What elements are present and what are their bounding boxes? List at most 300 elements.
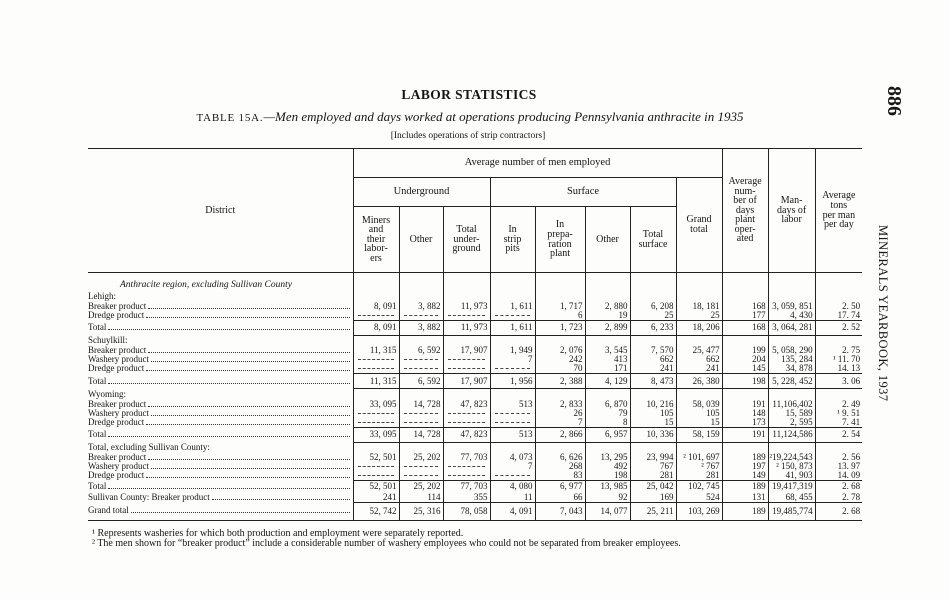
table-cell: 52, 501 — [353, 481, 399, 493]
row-label-text: Lehigh: — [88, 290, 116, 301]
dot-leader — [108, 383, 349, 384]
empty-cell-leader — [495, 315, 530, 316]
table-cell — [722, 389, 768, 400]
table-cell: 7. 41 — [815, 418, 862, 428]
table-cell: 11, 315 — [353, 374, 399, 389]
dot-leader — [148, 459, 349, 460]
table-cell: 1, 723 — [535, 320, 585, 335]
table-cell — [815, 442, 862, 453]
dot-leader — [108, 488, 349, 489]
table-cell: 11, 973 — [443, 302, 490, 311]
section-heading: Anthracite region, excluding Sullivan County — [88, 280, 353, 291]
table-cell — [815, 389, 862, 400]
row-label — [88, 400, 353, 409]
column-header-surface-other: Other — [585, 207, 630, 273]
spacer-cell — [399, 273, 443, 280]
table-cell — [443, 471, 490, 481]
table-cell — [585, 389, 630, 400]
spacer-cell — [443, 273, 490, 280]
table-cell: 3, 882 — [399, 302, 443, 311]
row-label-wrapper — [88, 506, 353, 515]
column-header-miners: Miners and their labor- ers — [353, 207, 399, 273]
column-group-surface: Surface — [490, 178, 676, 207]
table-cell: 199 — [722, 346, 768, 355]
table-cell: 11 — [490, 493, 535, 503]
table-cell: 1, 717 — [535, 302, 585, 311]
table-cell: 8, 091 — [353, 320, 399, 335]
table-header — [88, 149, 862, 273]
table-cell: 1, 949 — [490, 346, 535, 355]
table-cell — [585, 335, 630, 346]
table-cell — [676, 389, 722, 400]
row-label-wrapper — [88, 400, 353, 409]
table-cell: 47, 823 — [443, 427, 490, 442]
table-cell — [535, 442, 585, 453]
table-cell: 191 — [722, 427, 768, 442]
row-label-wrapper — [88, 346, 353, 355]
table-cell — [676, 442, 722, 453]
table-cell: 513 — [490, 400, 535, 409]
table-cell: 10, 216 — [630, 400, 676, 409]
spacer-cell — [585, 273, 630, 280]
table-cell: 10, 336 — [630, 427, 676, 442]
table-cell: 198 — [722, 374, 768, 389]
empty-cell — [399, 280, 443, 291]
table-cell: 11,124,586 — [768, 427, 815, 442]
table-cell: 66 — [535, 493, 585, 503]
table-cell — [399, 335, 443, 346]
table-row — [88, 400, 862, 409]
empty-cell-leader — [495, 475, 530, 476]
empty-cell — [676, 280, 722, 291]
table-cell — [490, 335, 535, 346]
table-cell: 4, 080 — [490, 481, 535, 493]
row-label — [88, 311, 353, 321]
table-cell — [630, 442, 676, 453]
empty-cell-leader — [448, 475, 485, 476]
table-cell: 25, 042 — [630, 481, 676, 493]
table-cell — [630, 335, 676, 346]
table-cell: 83 — [535, 471, 585, 481]
empty-cell-leader — [358, 475, 394, 476]
table-row — [88, 346, 862, 355]
row-label-wrapper — [88, 462, 353, 471]
table-cell: 25, 211 — [630, 502, 676, 520]
table-cell: 58, 159 — [676, 427, 722, 442]
table-cell: 105 — [630, 409, 676, 418]
table-cell: 131 — [722, 493, 768, 503]
table-cell: 4, 073 — [490, 453, 535, 462]
table-row — [88, 364, 862, 374]
row-label-text: Dredge product — [88, 364, 145, 374]
table-body — [88, 273, 862, 521]
table-cell: 33, 095 — [353, 427, 399, 442]
row-label — [88, 374, 353, 389]
table-cell: 52, 501 — [353, 453, 399, 462]
row-label — [88, 302, 353, 311]
table-cell: 6, 233 — [630, 320, 676, 335]
header-row — [88, 149, 862, 178]
table-cell — [399, 355, 443, 364]
table-cell — [353, 335, 399, 346]
spacer-cell — [676, 273, 722, 280]
row-label-wrapper — [88, 418, 353, 427]
dot-leader — [146, 477, 349, 478]
table-cell: 2. 52 — [815, 320, 862, 335]
footnote-2: ² The men shown for “breaker product” include a considerable number of washery employees who could not be separated from breaker employees. — [92, 538, 681, 549]
table-cell: 492 — [585, 462, 630, 471]
row-label-wrapper — [88, 493, 353, 502]
table-cell: 6, 957 — [585, 427, 630, 442]
empty-cell-leader — [358, 359, 394, 360]
empty-cell — [535, 280, 585, 291]
table-cell: 2, 388 — [535, 374, 585, 389]
table-cell: 171 — [585, 364, 630, 374]
row-label-text: Washery product — [88, 408, 150, 418]
table-cell: 25, 316 — [399, 502, 443, 520]
table-cell — [353, 311, 399, 321]
table-cell: 18, 206 — [676, 320, 722, 335]
table-cell: 25, 202 — [399, 453, 443, 462]
table-cell: 102, 745 — [676, 481, 722, 493]
row-label — [88, 389, 353, 400]
table-cell — [676, 335, 722, 346]
empty-cell-leader — [358, 466, 394, 467]
empty-cell-leader — [404, 368, 438, 369]
table-row — [88, 355, 862, 364]
table-cell — [353, 442, 399, 453]
table-cell: 198 — [585, 471, 630, 481]
section-heading-row — [88, 280, 862, 291]
empty-cell-leader — [448, 422, 485, 423]
group-row — [88, 335, 862, 346]
table-cell — [768, 291, 815, 302]
row-label-wrapper — [88, 364, 353, 373]
row-label-text: Grand total — [88, 505, 129, 516]
row-label-wrapper — [88, 336, 353, 345]
row-label — [88, 364, 353, 374]
row-label — [88, 418, 353, 428]
table-cell: 191 — [722, 400, 768, 409]
column-header-district: District — [88, 149, 353, 273]
column-header-underground-other: Other — [399, 207, 443, 273]
empty-cell-leader — [448, 368, 485, 369]
table-cell: 2, 833 — [535, 400, 585, 409]
table-cell: 17. 74 — [815, 311, 862, 321]
table-cell — [768, 442, 815, 453]
table-cell — [353, 355, 399, 364]
table-cell: 2, 880 — [585, 302, 630, 311]
table-cell — [768, 335, 815, 346]
table-cell: 13, 985 — [585, 481, 630, 493]
footnote-1: ¹ Represents washeries for which both production and employment were separately reported. — [92, 528, 464, 539]
column-group-men-employed: Average number of men employed — [353, 149, 722, 178]
empty-cell-leader — [404, 315, 438, 316]
table-cell — [535, 335, 585, 346]
row-label-text: Washery product — [88, 462, 150, 471]
dot-leader — [151, 468, 349, 469]
table-cell — [722, 335, 768, 346]
dot-leader — [151, 361, 349, 362]
table-cell: 25 — [630, 311, 676, 321]
table-cell: 25, 202 — [399, 481, 443, 493]
table-cell: 189 — [722, 453, 768, 462]
table-cell — [535, 291, 585, 302]
table-cell: 19 — [585, 311, 630, 321]
table-cell: 1, 611 — [490, 320, 535, 335]
table-cell — [490, 442, 535, 453]
table-cell — [490, 364, 535, 374]
table-cell: 2. 68 — [815, 481, 862, 493]
row-label-text: Total, excluding Sullivan County: — [88, 442, 210, 452]
side-running-title: MINERALS YEARBOOK, 1937 — [876, 225, 890, 402]
table-cell — [490, 311, 535, 321]
table-cell: 5, 058, 290 — [768, 346, 815, 355]
table-row — [88, 302, 862, 311]
table-note: [Includes operations of strip contractors] — [390, 131, 546, 141]
row-label-wrapper — [88, 453, 353, 462]
empty-cell-leader — [495, 413, 530, 414]
table-cell: 14. 13 — [815, 364, 862, 374]
spacer-cell — [490, 273, 535, 280]
table-cell: 7, 043 — [535, 502, 585, 520]
table-cell — [815, 291, 862, 302]
table-cell: 77, 703 — [443, 481, 490, 493]
table-cell — [353, 364, 399, 374]
table-cell: 34, 878 — [768, 364, 815, 374]
table-cell: 241 — [630, 364, 676, 374]
table-cell — [490, 291, 535, 302]
table-cell — [399, 389, 443, 400]
table-cell: 169 — [630, 493, 676, 503]
table-cell: 78, 058 — [443, 502, 490, 520]
spacer-cell — [535, 273, 585, 280]
row-label-wrapper — [88, 409, 353, 418]
row-label-text: Breaker product — [88, 399, 147, 409]
table-caption-text: —Men employed and days worked at operations producing Pennsylvania anthracite in 1935 — [263, 109, 744, 124]
table-cell: ¹ 9. 51 — [815, 409, 862, 418]
table-cell: 14, 728 — [399, 427, 443, 442]
row-label — [88, 493, 353, 503]
table-cell: 2. 49 — [815, 400, 862, 409]
table-cell — [399, 442, 443, 453]
table-cell: 6, 208 — [630, 302, 676, 311]
table-cell: 103, 269 — [676, 502, 722, 520]
row-label — [88, 442, 353, 453]
table-cell: ² 101, 697 — [676, 453, 722, 462]
table-cell: 662 — [630, 355, 676, 364]
table-cell: 2. 75 — [815, 346, 862, 355]
row-label-wrapper — [88, 323, 353, 332]
table-cell: 8, 473 — [630, 374, 676, 389]
table-row — [88, 418, 862, 428]
table-cell — [443, 442, 490, 453]
table-cell: 241 — [353, 493, 399, 503]
table-cell: 105 — [676, 409, 722, 418]
table-cell: 173 — [722, 418, 768, 428]
empty-cell-leader — [448, 466, 485, 467]
row-label — [88, 427, 353, 442]
row-label-text: Wyoming: — [88, 388, 126, 399]
table-cell — [815, 335, 862, 346]
table-cell: 2, 595 — [768, 418, 815, 428]
table-cell: 17, 907 — [443, 374, 490, 389]
empty-cell-leader — [404, 359, 438, 360]
table-cell: 11, 973 — [443, 320, 490, 335]
table-cell — [585, 442, 630, 453]
running-head: LABOR STATISTICS — [401, 87, 537, 102]
column-group-underground: Underground — [353, 178, 490, 207]
row-label-wrapper — [88, 471, 353, 480]
table-cell: 662 — [676, 355, 722, 364]
table-cell: 242 — [535, 355, 585, 364]
column-header-man-days: Man- days of labor — [768, 149, 815, 273]
table-cell: 7 — [535, 418, 585, 428]
row-label-wrapper — [88, 355, 353, 364]
dot-leader — [108, 436, 349, 437]
table-cell: 92 — [585, 493, 630, 503]
spacer-cell — [353, 273, 399, 280]
table-cell: 2. 56 — [815, 453, 862, 462]
spacer-cell — [630, 273, 676, 280]
table-cell — [535, 389, 585, 400]
statistics-table — [88, 148, 862, 521]
table-cell: 13. 97 — [815, 462, 862, 471]
row-label-text: Total — [88, 429, 107, 439]
table-cell: 189 — [722, 481, 768, 493]
table-cell: 5, 228, 452 — [768, 374, 815, 389]
table-cell: 6, 870 — [585, 400, 630, 409]
table-cell: 68, 455 — [768, 493, 815, 503]
table-cell — [353, 418, 399, 428]
table-cell — [353, 409, 399, 418]
table-cell — [676, 291, 722, 302]
table-row — [88, 462, 862, 471]
empty-cell-leader — [404, 422, 438, 423]
table-cell — [443, 409, 490, 418]
row-label-text: Dredge product — [88, 417, 145, 427]
table-cell: 197 — [722, 462, 768, 471]
table-cell: 2. 50 — [815, 302, 862, 311]
table-cell: 25, 477 — [676, 346, 722, 355]
empty-cell — [443, 280, 490, 291]
table-cell: 19,417,319 — [768, 481, 815, 493]
table-cell: 70 — [535, 364, 585, 374]
table-cell — [443, 389, 490, 400]
page-number: 886 — [883, 86, 905, 116]
row-label-text: Schuylkill: — [88, 335, 128, 345]
table-cell: 6, 626 — [535, 453, 585, 462]
table-cell: 14, 077 — [585, 502, 630, 520]
table-row — [88, 409, 862, 418]
table-cell — [353, 291, 399, 302]
table-cell: 47, 823 — [443, 400, 490, 409]
table-cell — [353, 462, 399, 471]
table-spacer-row — [88, 273, 862, 280]
table-cell — [399, 291, 443, 302]
column-header-grand-total: Grand total — [676, 178, 722, 273]
table-cell: 41, 903 — [768, 471, 815, 481]
row-label-text: Total — [88, 322, 107, 332]
table-row — [88, 374, 862, 389]
dot-leader — [148, 308, 349, 309]
empty-cell-leader — [448, 315, 485, 316]
dot-leader — [148, 406, 349, 407]
row-label-text: Sullivan County: Breaker product — [88, 492, 210, 502]
table-cell: 513 — [490, 427, 535, 442]
row-label-text: Washery product — [88, 355, 150, 364]
table-cell: 413 — [585, 355, 630, 364]
table-cell — [399, 311, 443, 321]
table-cell: 11, 315 — [353, 346, 399, 355]
table-cell: 3. 06 — [815, 374, 862, 389]
footnotes — [92, 529, 681, 549]
spacer-cell — [768, 273, 815, 280]
row-label — [88, 481, 353, 493]
row-label-wrapper — [88, 377, 353, 386]
table-cell: 4, 129 — [585, 374, 630, 389]
table-cell: ² 150, 873 — [768, 462, 815, 471]
row-label-text: Total — [88, 481, 107, 491]
table-cell: 15, 589 — [768, 409, 815, 418]
table-cell: 2, 899 — [585, 320, 630, 335]
table-cell: 13, 295 — [585, 453, 630, 462]
table-row — [88, 427, 862, 442]
table-cell: 1, 611 — [490, 302, 535, 311]
table-cell: 2, 076 — [535, 346, 585, 355]
table-cell: 19,485,774 — [768, 502, 815, 520]
table-cell: 14. 09 — [815, 471, 862, 481]
table-cell: 1, 956 — [490, 374, 535, 389]
table-cell — [585, 291, 630, 302]
column-header-days-operated: Average num- ber of days plant oper- ated — [722, 149, 768, 273]
row-label-wrapper — [88, 482, 353, 491]
row-label-text: Total — [88, 375, 107, 386]
table-cell — [353, 389, 399, 400]
group-row — [88, 389, 862, 400]
table-cell: 148 — [722, 409, 768, 418]
empty-cell-leader — [448, 413, 485, 414]
table-cell: ² 767 — [676, 462, 722, 471]
table-cell: 168 — [722, 320, 768, 335]
row-label-wrapper — [88, 292, 353, 301]
table-cell: 281 — [676, 471, 722, 481]
table-row — [88, 471, 862, 481]
empty-cell-leader — [404, 466, 438, 467]
table-cell — [399, 364, 443, 374]
table-cell: 18, 181 — [676, 302, 722, 311]
table-cell — [353, 471, 399, 481]
table-cell: 77, 703 — [443, 453, 490, 462]
table-cell — [443, 462, 490, 471]
table-cell: ¹ 11. 70 — [815, 355, 862, 364]
empty-cell — [815, 280, 862, 291]
table-cell: 2. 54 — [815, 427, 862, 442]
table-cell: 168 — [722, 302, 768, 311]
table-cell: 58, 039 — [676, 400, 722, 409]
table-cell: 15 — [630, 418, 676, 428]
table-cell — [443, 364, 490, 374]
table-row — [88, 320, 862, 335]
empty-cell — [722, 280, 768, 291]
table-cell — [630, 291, 676, 302]
column-header-surface-total: Total surface — [630, 207, 676, 273]
table-cell: 15 — [676, 418, 722, 428]
table-cell — [399, 462, 443, 471]
empty-cell — [585, 280, 630, 291]
table-cell: 189 — [722, 502, 768, 520]
table-cell — [443, 355, 490, 364]
